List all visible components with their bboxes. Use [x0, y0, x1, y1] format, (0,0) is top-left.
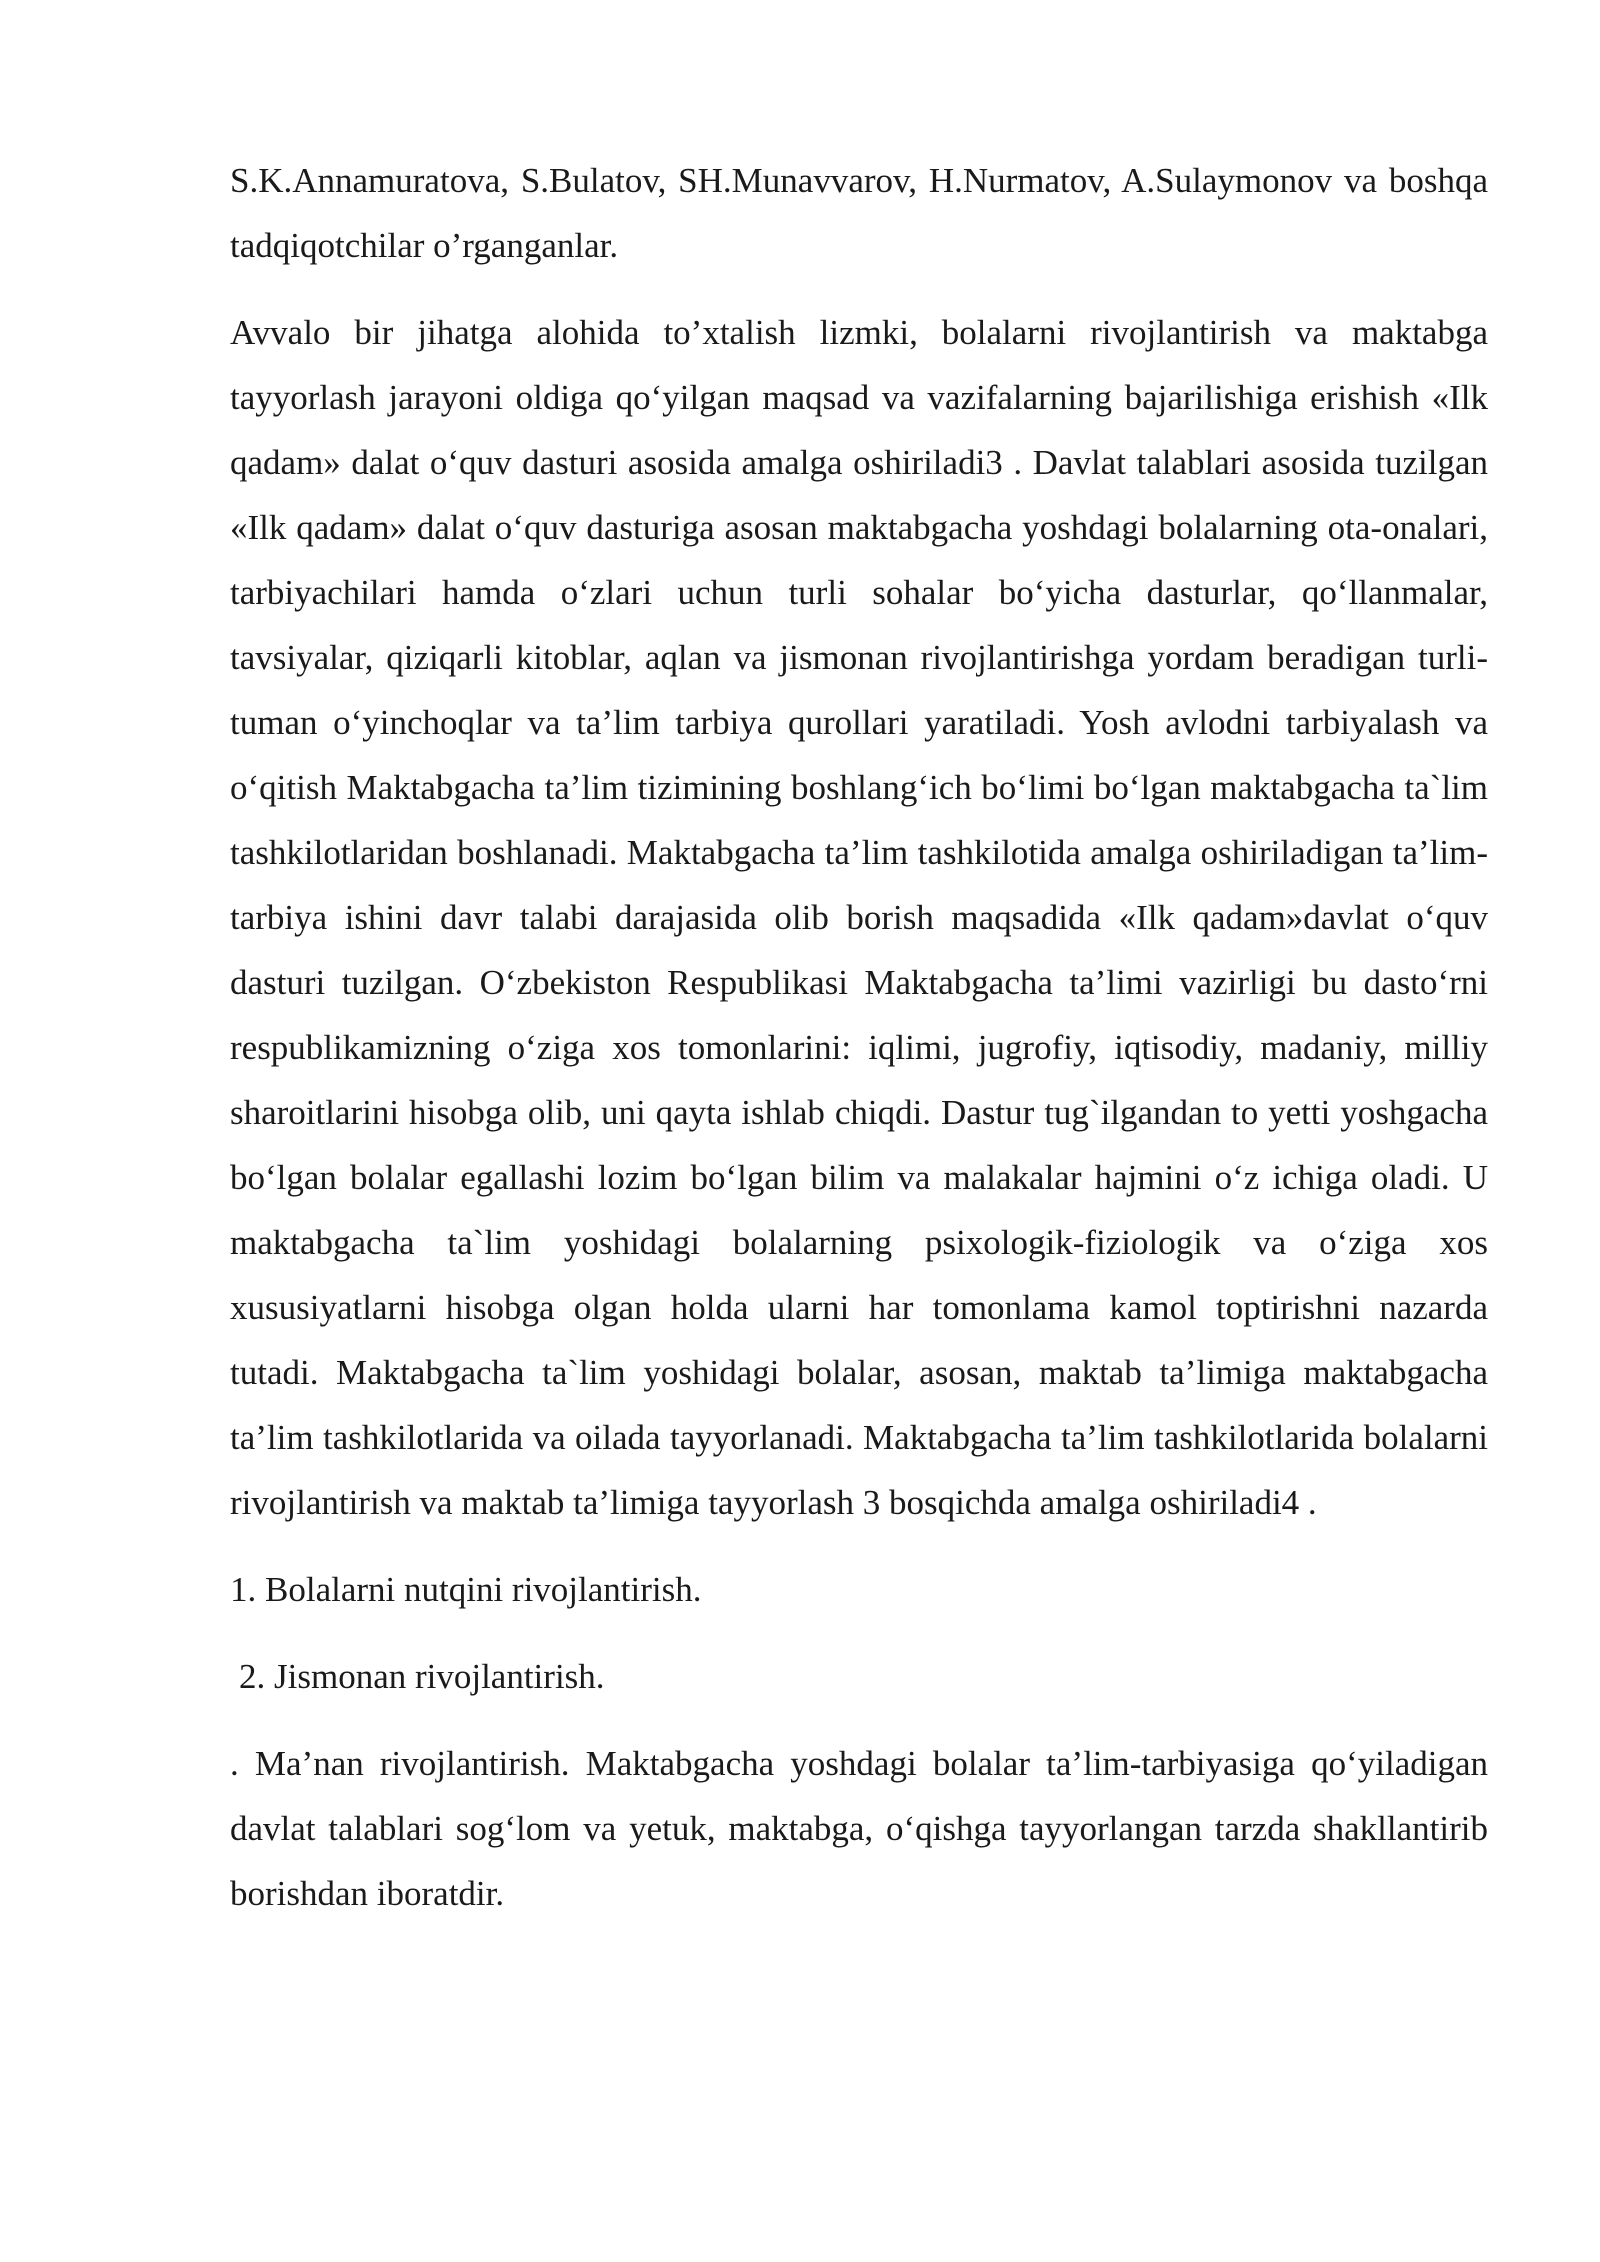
document-body	[230, 148, 1488, 1948]
paragraph-closing: . Ma’nan rivojlantirish. Maktabgacha yoshdagi bolalar ta’lim-tarbiyasiga qo‘yiladigan davlat talablari sog‘lom va yetuk, maktabga, o‘qishga tayyorlangan tarzda shakllantirib borishdan iboratdir.	[230, 1744, 1488, 1913]
paragraph-researchers: S.K.Annamuratova, S.Bulatov, SH.Munavvarov, H.Nurmatov, A.Sulaymonov va boshqa tadqiqotchilar o’rganganlar.	[230, 161, 1488, 265]
paragraph-main: Avvalo bir jihatga alohida to’xtalish lizmki, bolalarni rivojlantirish va maktabga tayyorlash jarayoni oldiga qo‘yilgan maqsad va vazifalarning bajarilishiga erishish «Ilk qadam» dalat o‘quv dasturi asosida amalga oshiriladi3 . Davlat talablari asosida tuzilgan «Ilk qadam» dalat o‘quv dasturiga asosan maktabgacha yoshdagi bolalarning ota-onalari, tarbiyachilari hamda o‘zlari uchun turli sohalar bo‘yicha dasturlar, qo‘llanmalar, tavsiyalar, qiziqarli kitoblar, aqlan va jismonan rivojlantirishga yordam beradigan turli-tuman o‘yinchoqlar va ta’lim tarbiya qurollari yaratiladi. Yosh avlodni tarbiyalash va o‘qitish Maktabgacha ta’lim tizimining boshlang‘ich bo‘limi bo‘lgan maktabgacha ta`lim tashkilotlaridan boshlanadi. Maktabgacha ta’lim tashkilotida amalga oshiriladigan ta’lim-tarbiya ishini davr talabi darajasida olib borish maqsadida «Ilk qadam»davlat o‘quv dasturi tuzilgan. O‘zbekiston Respublikasi Maktabgacha ta’limi vazirligi bu dasto‘rni respublikamizning o‘ziga xos tomonlarini: iqlimi, jugrofiy, iqtisodiy, madaniy, milliy sharoitlarini hisobga olib, uni qayta ishlab chiqdi. Dastur tug`ilgandan to yetti yoshgacha bo‘lgan bolalar egallashi lozim bo‘lgan bilim va malakalar hajmini o‘z ichiga oladi. U maktabgacha ta`lim yoshidagi bolalarning psixologik-fiziologik va o‘ziga xos xususiyatlarni hisobga olgan holda ularni har tomonlama kamol toptirishni nazarda tutadi. Maktabgacha ta`lim yoshidagi bolalar, asosan, maktab ta’limiga maktabgacha ta’lim tashkilotlarida va oilada tayyorlanadi. Maktabgacha ta’lim tashkilotlarida bolalarni rivojlantirish va maktab ta’limiga tayyorlash 3 bosqichda amalga oshiriladi4 .	[230, 313, 1488, 1522]
list-item-1: 1. Bolalarni nutqini rivojlantirish.	[230, 1570, 702, 1609]
list-item-2: 2. Jismonan rivojlantirish.	[239, 1657, 605, 1696]
